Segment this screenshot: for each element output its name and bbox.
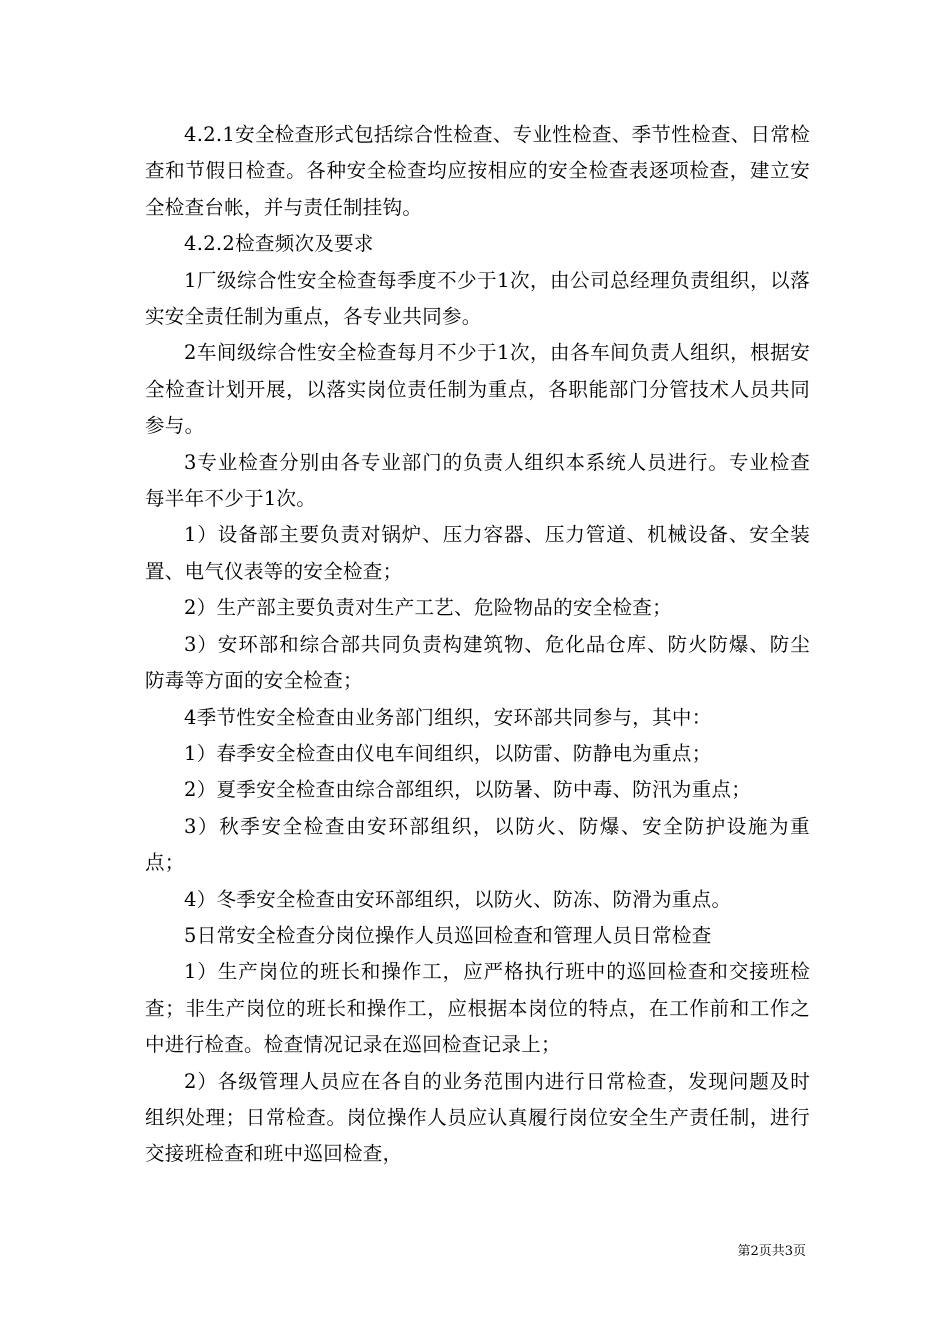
paragraph-item-5-sub-1: 1）生产岗位的班长和操作工，应严格执行班中的巡回检查和交接班检查；非生产岗位的班长和操作工，应根据本岗位的特点，在工作前和工作之中进行检查。检查情况记录在巡回检查记录上； (145, 960, 810, 1057)
paragraph-item-3: 3专业检查分别由各专业部门的负责人组织本系统人员进行。专业检查每半年不少于1次。 (145, 450, 810, 511)
paragraph-item-3-sub-2: 2）生产部主要负责对生产工艺、危险物品的安全检查； (184, 596, 672, 620)
paragraph-item-4-sub-3: 3）秋季安全检查由安环部组织，以防火、防爆、安全防护设施为重点； (145, 814, 810, 875)
paragraph-item-4-sub-1: 1）春季安全检查由仪电车间组织，以防雷、防静电为重点； (184, 741, 712, 765)
paragraph-item-1: 1厂级综合性安全检查每季度不少于1次，由公司总经理负责组织，以落实安全责任制为重点，各专业共同参。 (145, 268, 810, 329)
paragraph-item-5-sub-2: 2）各级管理人员应在各自的业务范围内进行日常检查，发现问题及时组织处理；日常检查。岗位操作人员应认真履行岗位安全生产责任制，进行交接班检查和班中巡回检查， (145, 1069, 810, 1166)
paragraph-item-4: 4季节性安全检查由业务部门组织，安环部共同参与，其中： (184, 705, 712, 729)
paragraph-item-3-sub-1: 1）设备部主要负责对锅炉、压力容器、压力管道、机械设备、安全装置、电气仪表等的安全检查； (145, 523, 810, 583)
paragraph-item-3-sub-3: 3）安环部和综合部共同负责构建筑物、危化品仓库、防火防爆、防尘防毒等方面的安全检查； (145, 632, 810, 693)
heading-4-2-2: 4.2.2检查频次及要求 (184, 232, 374, 256)
page-number: 第2页共3页 (737, 1244, 806, 1259)
paragraph-item-2: 2车间级综合性安全检查每月不少于1次，由各车间负责人组织，根据安全检查计划开展，以落实岗位责任制为重点，各职能部门分管技术人员共同参与。 (145, 341, 810, 438)
paragraph-item-4-sub-2: 2）夏季安全检查由综合部组织，以防暑、防中毒、防汛为重点； (184, 778, 752, 802)
paragraph-item-5: 5日常安全检查分岗位操作人员巡回检查和管理人员日常检查 (184, 923, 712, 947)
paragraph-item-4-sub-4: 4）冬季安全检查由安环部组织，以防火、防冻、防滑为重点。 (184, 887, 732, 911)
paragraph-4-2-1: 4.2.1安全检查形式包括综合性检查、专业性检查、季节性检查、日常检查和节假日检查。各种安全检查均应按相应的安全检查表逐项检查，建立安全检查台帐，并与责任制挂钩。 (145, 123, 810, 219)
document-body (145, 117, 810, 1173)
